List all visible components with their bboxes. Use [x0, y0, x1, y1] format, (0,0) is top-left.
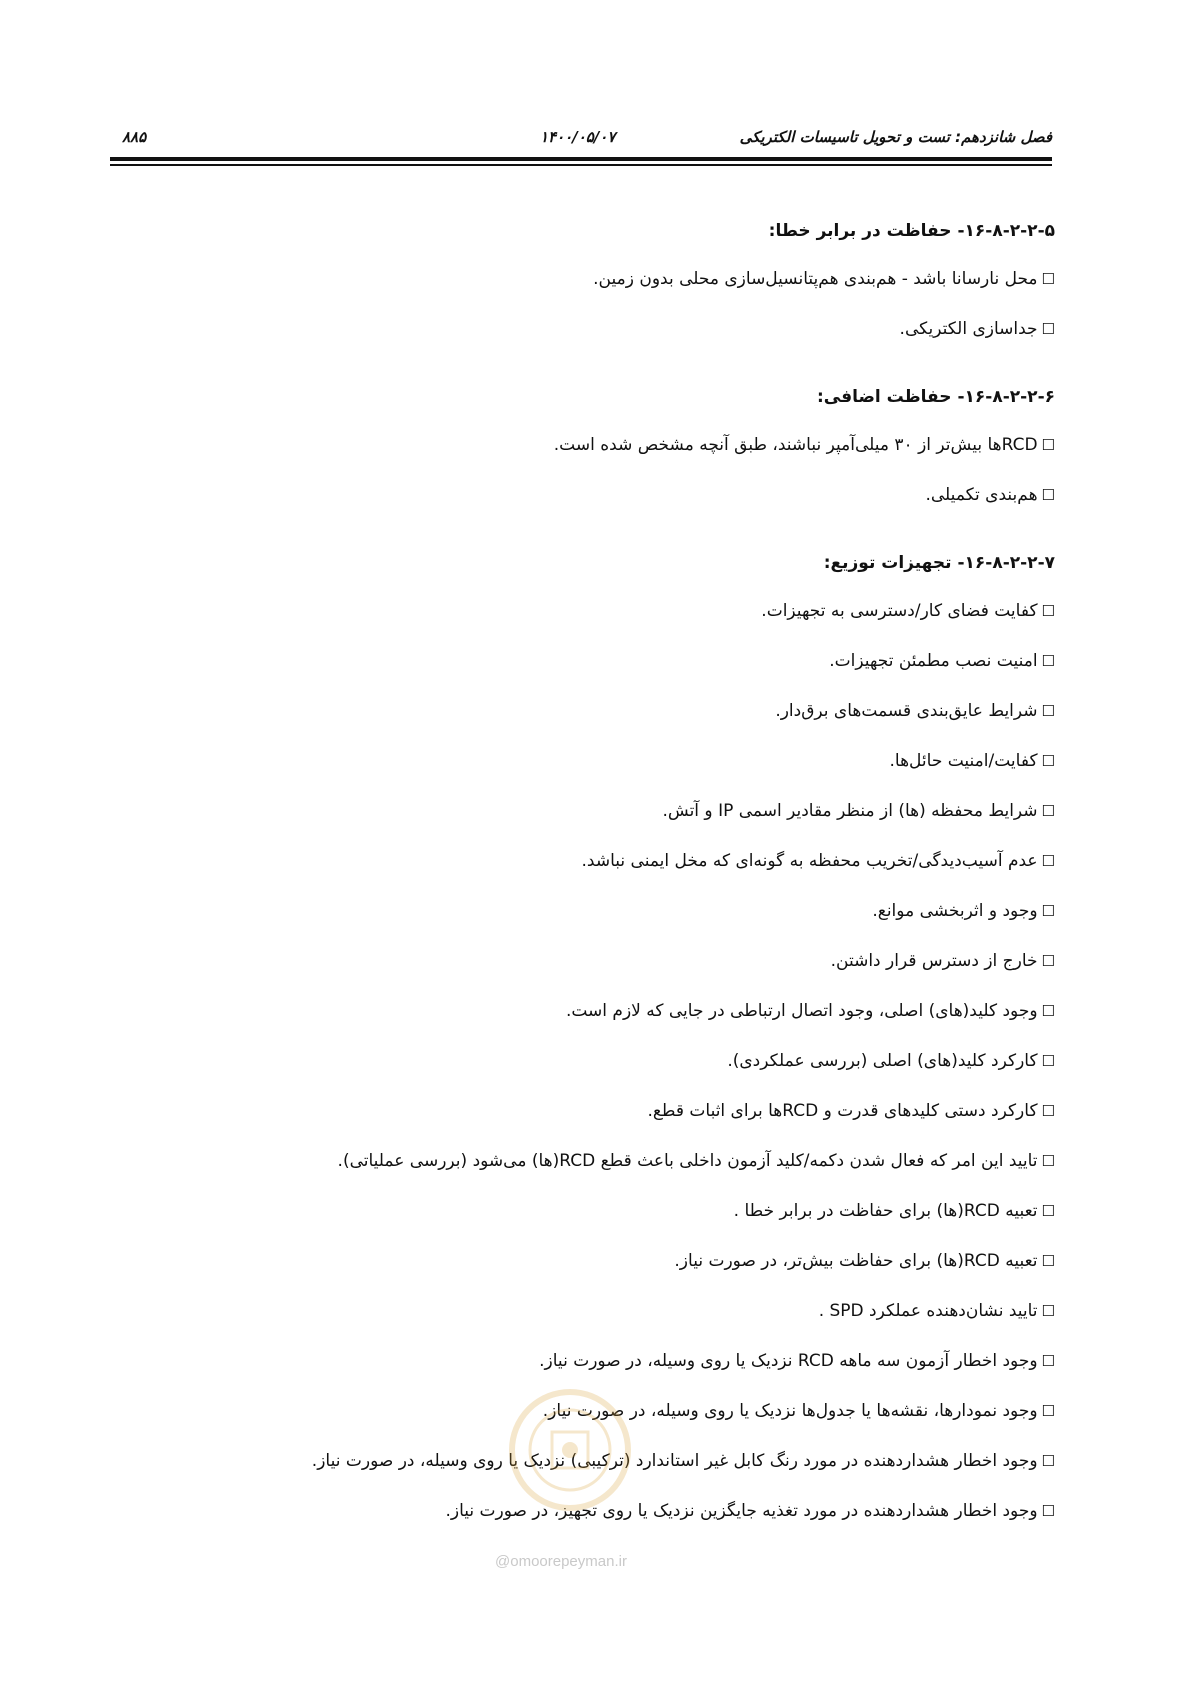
checklist-item: ☐هم‌بندی تکمیلی. [925, 485, 1055, 505]
checkbox-icon[interactable]: ☐ [1041, 752, 1055, 770]
checkbox-icon[interactable]: ☐ [1041, 1302, 1055, 1320]
checklist-item: ☐تایید نشان‌دهنده عملکرد SPD . [818, 1301, 1055, 1321]
watermark-logo-icon [470, 1380, 670, 1520]
checklist-item: ☐RCDها بیش‌تر از ۳۰ میلی‌آمپر نباشند، طبق آنچه مشخص شده است. [553, 435, 1055, 455]
checkbox-icon[interactable]: ☐ [1041, 1502, 1055, 1520]
checklist-item: ☐کفایت/امنیت حائل‌ها. [889, 751, 1055, 771]
checkbox-icon[interactable]: ☐ [1041, 952, 1055, 970]
checklist-item: ☐وجود کلید(های) اصلی، وجود اتصال ارتباطی در جایی که لازم است. [565, 1001, 1055, 1021]
checkbox-icon[interactable]: ☐ [1041, 1102, 1055, 1120]
checklist-item: ☐کارکرد کلید(های) اصلی (بررسی عملکردی). [727, 1051, 1055, 1071]
checkbox-icon[interactable]: ☐ [1041, 436, 1055, 454]
checkbox-icon[interactable]: ☐ [1041, 1152, 1055, 1170]
checklist-item: ☐محل نارسانا باشد - هم‌بندی هم‌پتانسیل‌سازی محلی بدون زمین. [593, 269, 1055, 289]
checklist-item: ☐وجود نمودارها، نقشه‌ها یا جدول‌ها نزدیک یا روی وسیله، در صورت نیاز. [542, 1401, 1055, 1421]
header-date: ۱۴۰۰/۰۵/۰۷ [540, 128, 616, 146]
checkbox-icon[interactable]: ☐ [1041, 1252, 1055, 1270]
checkbox-icon[interactable]: ☐ [1041, 702, 1055, 720]
document-body [110, 218, 1055, 1548]
checkbox-icon[interactable]: ☐ [1041, 902, 1055, 920]
checkbox-icon[interactable]: ☐ [1041, 486, 1055, 504]
section-title: ۱۶-۸-۲-۲-۵- حفاظت در برابر خطا: [768, 221, 1055, 241]
checklist-item: ☐عدم آسیب‌دیدگی/تخریب محفظه به گونه‌ای که مخل ایمنی نباشد. [581, 851, 1055, 871]
checkbox-icon[interactable]: ☐ [1041, 852, 1055, 870]
checklist-item: ☐وجود اخطار آزمون سه ماهه RCD نزدیک یا روی وسیله، در صورت نیاز. [539, 1351, 1055, 1371]
checklist-item: ☐خارج از دسترس قرار داشتن. [830, 951, 1055, 971]
checklist-item: ☐امنیت نصب مطمئن تجهیزات. [829, 651, 1055, 671]
checklist-item: ☐شرایط عایق‌بندی قسمت‌های برق‌دار. [775, 701, 1055, 721]
checkbox-icon[interactable]: ☐ [1041, 652, 1055, 670]
checklist-item: ☐شرایط محفظه (ها) از منظر مقادیر اسمی IP و آتش. [662, 801, 1055, 821]
checklist-item: ☐وجود اخطار هشداردهنده در مورد رنگ کابل غیر استاندارد (ترکیبی) نزدیک یا روی وسیله، در صورت نیاز. [311, 1451, 1055, 1471]
checklist-item: ☐کارکرد دستی کلیدهای قدرت و RCDها برای اثبات قطع. [647, 1101, 1055, 1121]
page-header [110, 128, 1052, 150]
checklist-item: ☐تعبیه RCD(ها) برای حفاظت در برابر خطا . [733, 1201, 1055, 1221]
checkbox-icon[interactable]: ☐ [1041, 1202, 1055, 1220]
watermark-text: @omoorepeyman.ir [495, 1553, 627, 1570]
checkbox-icon[interactable]: ☐ [1041, 802, 1055, 820]
checkbox-icon[interactable]: ☐ [1041, 1352, 1055, 1370]
header-rule-thick [110, 157, 1052, 161]
checkbox-icon[interactable]: ☐ [1041, 1052, 1055, 1070]
checklist-item: ☐وجود اخطار هشداردهنده در مورد تغذیه جایگزین نزدیک یا روی تجهیز، در صورت نیاز. [445, 1501, 1055, 1521]
checklist-item: ☐جداسازی الکتریکی. [899, 319, 1055, 339]
section-title: ۱۶-۸-۲-۲-۷- تجهیزات توزیع: [823, 553, 1055, 573]
checklist-item: ☐تعبیه RCD(ها) برای حفاظت بیش‌تر، در صورت نیاز. [674, 1251, 1055, 1271]
page-number: ۸۸۵ [122, 128, 147, 146]
chapter-title: فصل شانزدهم: تست و تحویل تاسیسات الکتریکی [739, 128, 1052, 146]
checkbox-icon[interactable]: ☐ [1041, 602, 1055, 620]
checklist-item: ☐کفایت فضای کار/دسترسی به تجهیزات. [761, 601, 1055, 621]
header-rule-thin [110, 164, 1052, 166]
checklist-item: ☐تایید این امر که فعال شدن دکمه/کلید آزمون داخلی باعث قطع RCD(ها) می‌شود (بررسی عملیاتی). [337, 1151, 1055, 1171]
checklist-item: ☐وجود و اثربخشی موانع. [872, 901, 1055, 921]
section-title: ۱۶-۸-۲-۲-۶- حفاظت اضافی: [816, 387, 1055, 407]
checkbox-icon[interactable]: ☐ [1041, 1452, 1055, 1470]
checkbox-icon[interactable]: ☐ [1041, 1402, 1055, 1420]
checkbox-icon[interactable]: ☐ [1041, 320, 1055, 338]
checkbox-icon[interactable]: ☐ [1041, 1002, 1055, 1020]
checkbox-icon[interactable]: ☐ [1041, 270, 1055, 288]
